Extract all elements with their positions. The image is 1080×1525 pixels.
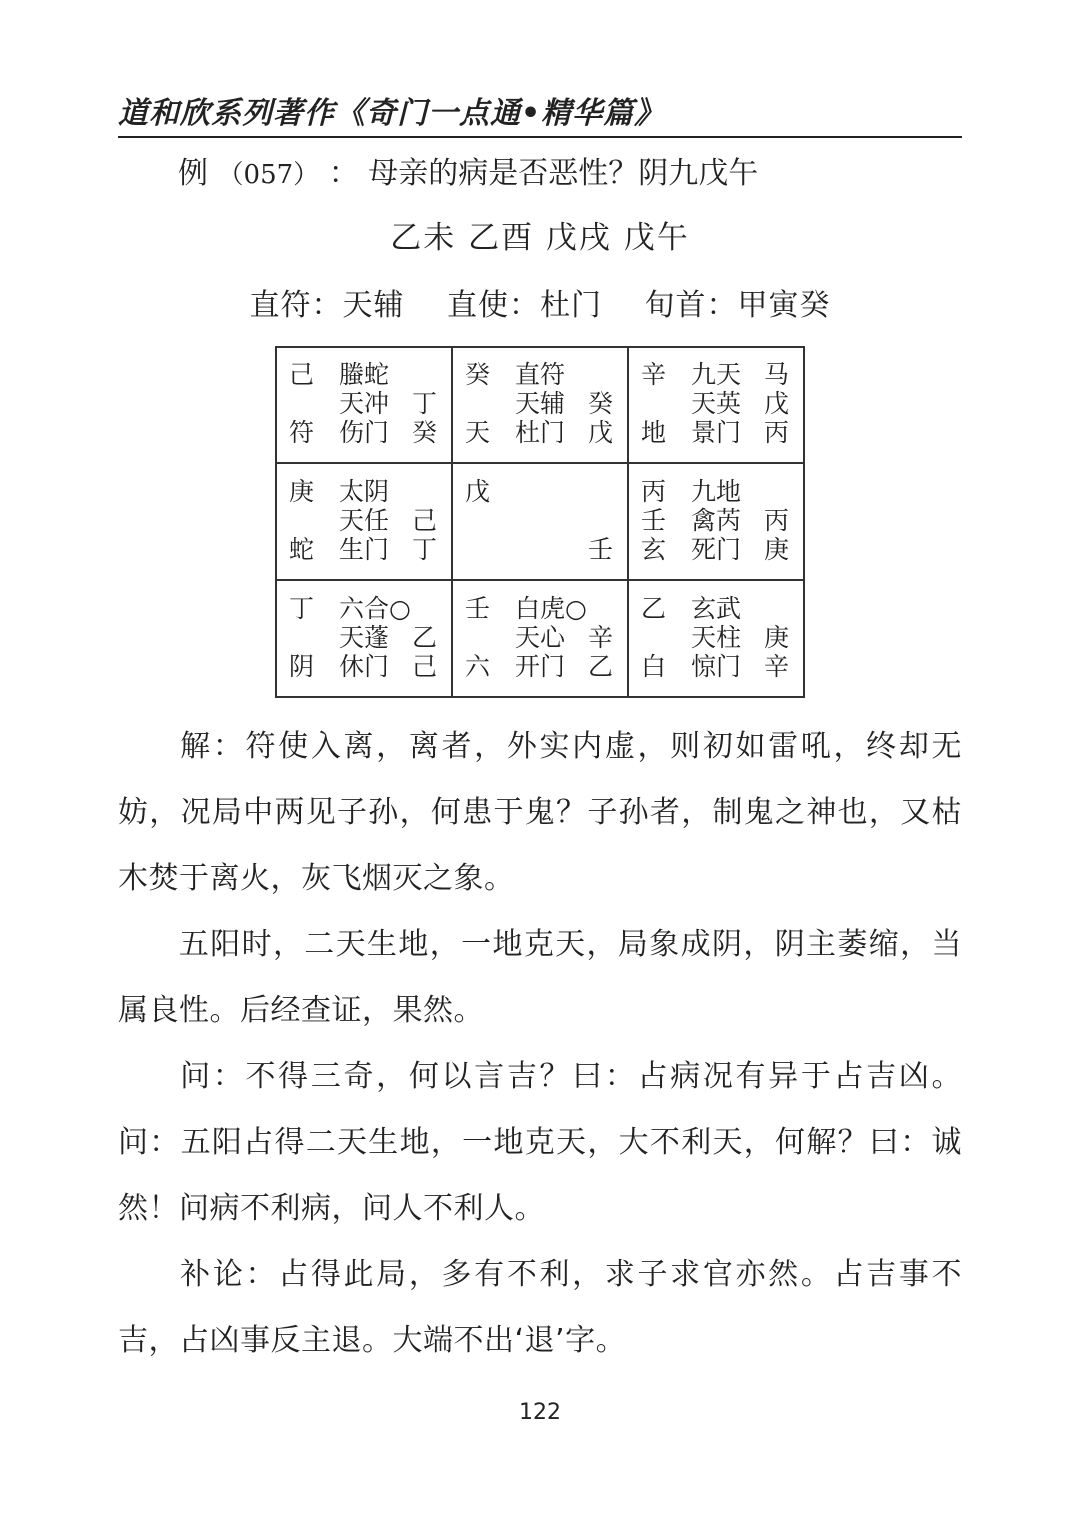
example-label: 例	[178, 156, 208, 191]
paragraph-qa	[118, 1044, 962, 1242]
cell-earth-stem: 丙	[763, 418, 789, 447]
xunshou-text: 旬首：甲寅癸	[644, 288, 831, 323]
palace-cell-7	[275, 580, 451, 697]
cell-heaven-stem: 乙	[411, 623, 437, 652]
cell-heaven-stem: 丙	[763, 506, 789, 535]
cell-star: 禽芮	[691, 506, 742, 535]
cell-earth-stem: 己	[411, 652, 437, 681]
cell-earth-stem: 壬	[587, 535, 613, 564]
example-question: 母亲的病是否恶性？阴九戊午	[368, 156, 759, 191]
cell-door: 伤门	[339, 418, 390, 447]
cell-door: 生门	[339, 535, 390, 564]
cell-star: 天蓬	[339, 623, 390, 652]
paragraph-supplement	[118, 1242, 962, 1374]
palace-cell-9	[627, 580, 803, 697]
cell-deity: 九天	[691, 360, 742, 389]
cell-earth-stem: 丁	[411, 535, 437, 564]
cell-earth-deity: 符	[289, 418, 315, 447]
cell-stem: 丙	[641, 477, 667, 506]
cell-stem: 丁	[289, 594, 315, 623]
palace-cell-1	[275, 346, 451, 463]
paragraph-text: 解：符使入离，离者，外实内虚，则初如雷吼，终却无妨，况局中两见子孙，何患于鬼？子孙者，制鬼之神也，又枯木焚于离火，灰飞烟灭之象。	[118, 729, 962, 896]
cell-earth-deity: 地	[641, 418, 667, 447]
cell-star: 天英	[691, 389, 742, 418]
cell-door: 开门	[515, 652, 566, 681]
cell-earth-deity: 阴	[289, 652, 315, 681]
cell-deity: 玄武	[691, 594, 742, 623]
example-separator: ：	[328, 156, 359, 191]
palace-cell-3	[627, 346, 803, 463]
zhifu-text: 直符：天辅	[249, 288, 405, 323]
qimen-chart	[275, 346, 805, 698]
cell-mark: 马	[763, 360, 789, 389]
cell-deity: 九地	[691, 477, 742, 506]
book-header: 道和欣系列著作《奇门一点通•精华篇》	[118, 88, 962, 138]
ganzhi-pillars: 乙未 乙酉 戊戌 戊午	[390, 220, 690, 256]
cell-heaven-stem: 庚	[763, 623, 789, 652]
cell-heaven-stem: 己	[411, 506, 437, 535]
cell-star: 天柱	[691, 623, 742, 652]
paragraph-text: 补论：占得此局，多有不利，求子求官亦然。占吉事不吉，占凶事反主退。大端不出‘退’字。	[118, 1257, 962, 1358]
palace-cell-5	[451, 463, 627, 580]
page-number: 122	[519, 1400, 561, 1425]
paragraph-text: 问：不得三奇，何以言吉？曰：占病况有异于占吉凶。问：五阳占得二天生地，一地克天，大不利天，何解？曰：诚然！问病不利病，问人不利人。	[118, 1059, 962, 1226]
cell-stem: 乙	[641, 594, 667, 623]
palace-cell-2	[451, 346, 627, 463]
cell-stem: 己	[289, 360, 315, 389]
cell-deity: 螣蛇	[339, 360, 390, 389]
cell-deity: 白虎○	[515, 594, 587, 623]
cell-stem: 戊	[465, 477, 491, 506]
cell-deity: 六合○	[339, 594, 411, 623]
cell-earth-stem: 乙	[587, 652, 613, 681]
paragraph-text: 五阳时，二天生地，一地克天，局象成阴，阴主萎缩，当属良性。后经查证，果然。	[118, 927, 962, 1028]
cell-door: 休门	[339, 652, 390, 681]
cell-earth-deity: 六	[465, 652, 491, 681]
cell-earth-deity: 蛇	[289, 535, 315, 564]
chart-border-right	[803, 346, 805, 698]
cell-star: 天冲	[339, 389, 390, 418]
palace-cell-6	[627, 463, 803, 580]
cell-star: 天任	[339, 506, 390, 535]
paragraph-analysis	[118, 912, 962, 1044]
palace-cell-8	[451, 580, 627, 697]
zhifu-line	[0, 280, 1080, 324]
cell-earth-stem: 辛	[763, 652, 789, 681]
cell-heaven-stem: 癸	[587, 389, 613, 418]
cell-earth-deity: 天	[465, 418, 491, 447]
palace-cell-4	[275, 463, 451, 580]
cell-stem: 庚	[289, 477, 315, 506]
cell-earth-stem: 庚	[763, 535, 789, 564]
cell-earth-stem: 戊	[587, 418, 613, 447]
cell-stem: 辛	[641, 360, 667, 389]
cell-star: 天辅	[515, 389, 566, 418]
cell-deity: 太阴	[339, 477, 390, 506]
cell-stem: 壬	[465, 594, 491, 623]
cell-door: 景门	[691, 418, 742, 447]
cell-earth-stem: 癸	[411, 418, 437, 447]
cell-heaven-stem: 丁	[411, 389, 437, 418]
cell-left: 壬	[641, 506, 667, 535]
cell-star: 天心	[515, 623, 566, 652]
cell-door: 惊门	[691, 652, 742, 681]
cell-heaven-stem: 戊	[763, 389, 789, 418]
paragraph-interpretation	[118, 714, 962, 912]
cell-deity: 直符	[515, 360, 566, 389]
example-number: （057）	[217, 160, 320, 190]
example-line	[178, 148, 758, 192]
cell-earth-deity: 玄	[641, 535, 667, 564]
cell-earth-deity: 白	[641, 652, 667, 681]
cell-stem: 癸	[465, 360, 491, 389]
zhishi-text: 直使：杜门	[447, 288, 602, 323]
cell-heaven-stem: 辛	[587, 623, 613, 652]
cell-door: 杜门	[515, 418, 566, 447]
cell-door: 死门	[691, 535, 742, 564]
